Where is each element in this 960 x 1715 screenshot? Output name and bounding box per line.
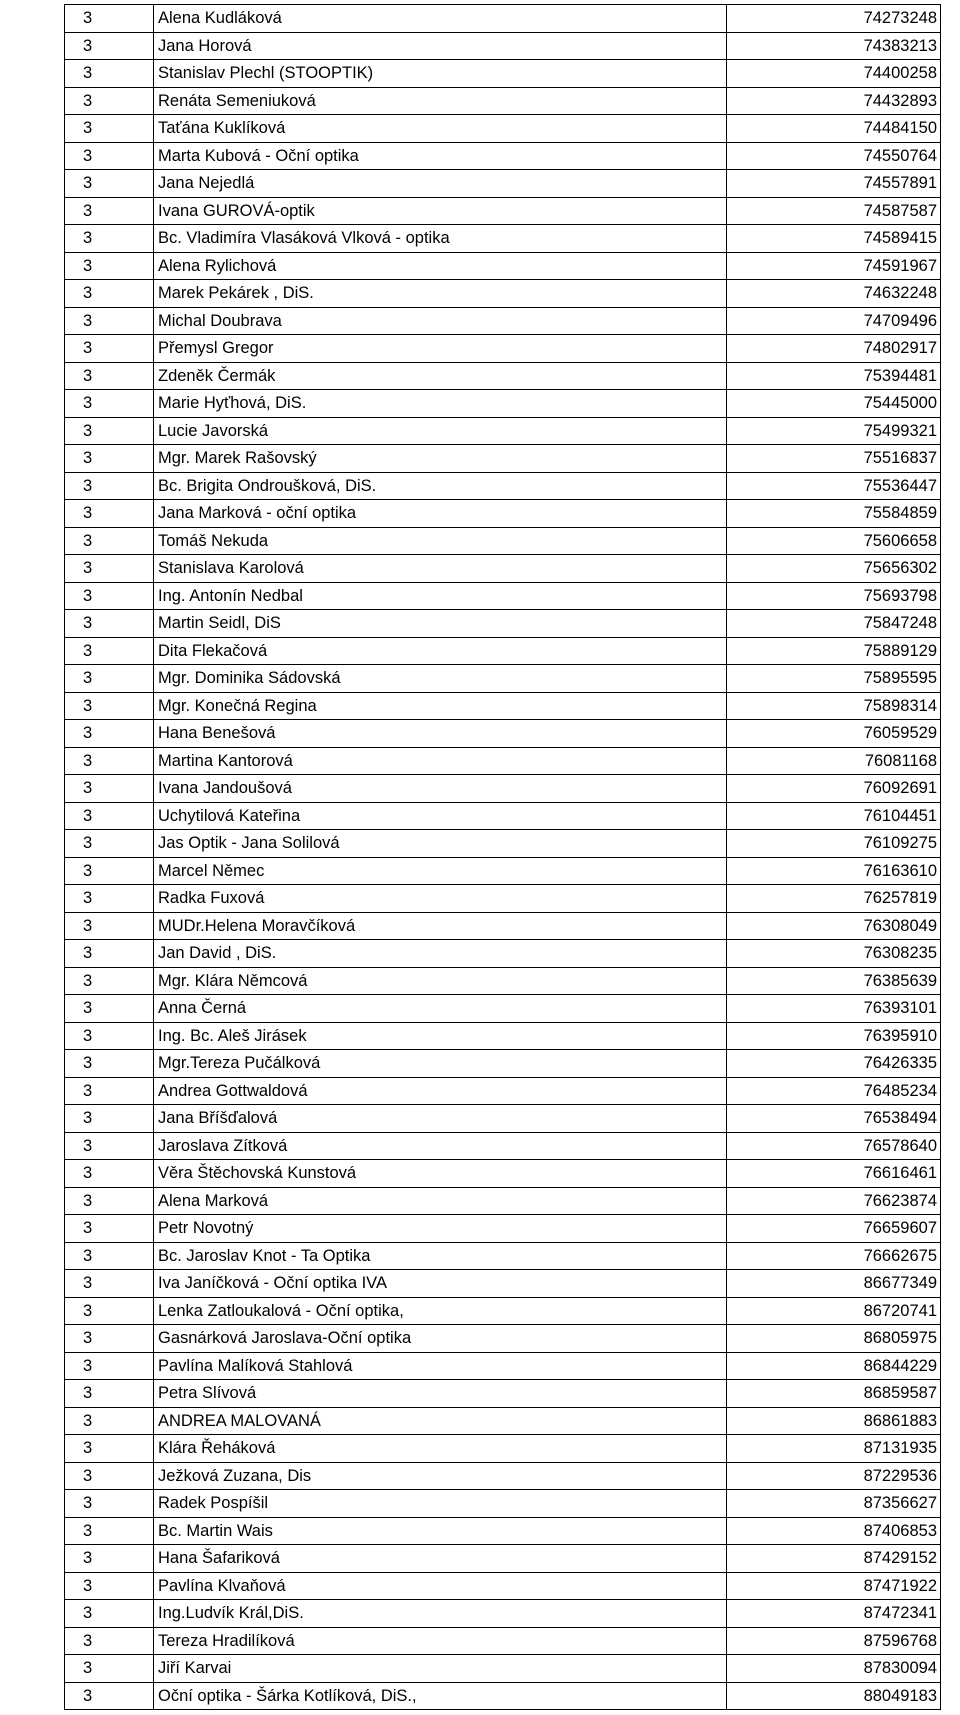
- id-cell: 76662675: [727, 1242, 941, 1270]
- id-cell: 88049183: [727, 1682, 941, 1710]
- id-cell: 74709496: [727, 307, 941, 335]
- group-cell: 3: [65, 500, 154, 528]
- id-cell: 75693798: [727, 582, 941, 610]
- table-row: [65, 940, 941, 968]
- id-cell: 75516837: [727, 445, 941, 473]
- id-cell: 87406853: [727, 1517, 941, 1545]
- group-cell: 3: [65, 1215, 154, 1243]
- group-cell: 3: [65, 225, 154, 253]
- group-cell: 3: [65, 637, 154, 665]
- name-cell: Tereza Hradilíková: [154, 1627, 727, 1655]
- name-cell: Alena Rylichová: [154, 252, 727, 280]
- group-cell: 3: [65, 1627, 154, 1655]
- group-cell: 3: [65, 1077, 154, 1105]
- group-cell: 3: [65, 1490, 154, 1518]
- table-row: [65, 307, 941, 335]
- group-cell: 3: [65, 472, 154, 500]
- table-row: [65, 170, 941, 198]
- name-cell: Mgr.Tereza Pučálková: [154, 1050, 727, 1078]
- table-row: [65, 115, 941, 143]
- id-cell: 74591967: [727, 252, 941, 280]
- table-row: [65, 1242, 941, 1270]
- table-row: [65, 1655, 941, 1683]
- group-cell: 3: [65, 170, 154, 198]
- group-cell: 3: [65, 5, 154, 33]
- id-cell: 87472341: [727, 1600, 941, 1628]
- table-row: [65, 1407, 941, 1435]
- name-cell: Stanislav Plechl (STOOPTIK): [154, 60, 727, 88]
- table-row: [65, 610, 941, 638]
- table-row: [65, 1600, 941, 1628]
- table-row: [65, 5, 941, 33]
- group-cell: 3: [65, 197, 154, 225]
- id-cell: 76163610: [727, 857, 941, 885]
- id-cell: 75656302: [727, 555, 941, 583]
- name-cell: Petra Slívová: [154, 1380, 727, 1408]
- group-cell: 3: [65, 802, 154, 830]
- name-cell: Bc. Martin Wais: [154, 1517, 727, 1545]
- name-cell: Dita Flekačová: [154, 637, 727, 665]
- name-cell: ANDREA MALOVANÁ: [154, 1407, 727, 1435]
- group-cell: 3: [65, 252, 154, 280]
- id-cell: 74550764: [727, 142, 941, 170]
- id-cell: 76257819: [727, 885, 941, 913]
- group-cell: 3: [65, 967, 154, 995]
- id-cell: 86677349: [727, 1270, 941, 1298]
- id-cell: 76059529: [727, 720, 941, 748]
- name-cell: Pavlína Malíková Stahlová: [154, 1352, 727, 1380]
- group-cell: 3: [65, 445, 154, 473]
- group-cell: 3: [65, 1407, 154, 1435]
- group-cell: 3: [65, 1655, 154, 1683]
- group-cell: 3: [65, 32, 154, 60]
- id-cell: 76104451: [727, 802, 941, 830]
- name-cell: Ing. Antonín Nedbal: [154, 582, 727, 610]
- id-cell: 75445000: [727, 390, 941, 418]
- id-cell: 74557891: [727, 170, 941, 198]
- group-cell: 3: [65, 912, 154, 940]
- table-row: [65, 1682, 941, 1710]
- group-cell: 3: [65, 1105, 154, 1133]
- group-cell: 3: [65, 1517, 154, 1545]
- name-cell: Taťána Kuklíková: [154, 115, 727, 143]
- table-row: [65, 1490, 941, 1518]
- group-cell: 3: [65, 115, 154, 143]
- group-cell: 3: [65, 1050, 154, 1078]
- group-cell: 3: [65, 1187, 154, 1215]
- name-cell: Martin Seidl, DiS: [154, 610, 727, 638]
- table-row: [65, 197, 941, 225]
- group-cell: 3: [65, 720, 154, 748]
- name-cell: Bc. Jaroslav Knot - Ta Optika: [154, 1242, 727, 1270]
- table-row: [65, 390, 941, 418]
- id-cell: 76308049: [727, 912, 941, 940]
- table-row: [65, 555, 941, 583]
- id-cell: 86861883: [727, 1407, 941, 1435]
- id-cell: 76393101: [727, 995, 941, 1023]
- name-cell: Marcel Němec: [154, 857, 727, 885]
- name-cell: Jaroslava Zítková: [154, 1132, 727, 1160]
- table-row: [65, 417, 941, 445]
- group-cell: 3: [65, 940, 154, 968]
- table-row: [65, 1160, 941, 1188]
- name-cell: Přemysl Gregor: [154, 335, 727, 363]
- id-cell: 74632248: [727, 280, 941, 308]
- table-row: [65, 1297, 941, 1325]
- table-row: [65, 637, 941, 665]
- name-cell: Mgr. Dominika Sádovská: [154, 665, 727, 693]
- id-cell: 76623874: [727, 1187, 941, 1215]
- id-cell: 86844229: [727, 1352, 941, 1380]
- table-row: [65, 142, 941, 170]
- id-cell: 87131935: [727, 1435, 941, 1463]
- name-cell: Ivana GUROVÁ-optik: [154, 197, 727, 225]
- table-row: [65, 1435, 941, 1463]
- id-cell: 76395910: [727, 1022, 941, 1050]
- name-cell: Alena Kudláková: [154, 5, 727, 33]
- table-row: [65, 60, 941, 88]
- group-cell: 3: [65, 60, 154, 88]
- group-cell: 3: [65, 582, 154, 610]
- table-row: [65, 500, 941, 528]
- group-cell: 3: [65, 555, 154, 583]
- name-cell: Klára Řeháková: [154, 1435, 727, 1463]
- name-cell: Bc. Brigita Ondroušková, DiS.: [154, 472, 727, 500]
- group-cell: 3: [65, 417, 154, 445]
- table-row: [65, 885, 941, 913]
- group-cell: 3: [65, 692, 154, 720]
- table-row: [65, 32, 941, 60]
- name-cell: Lenka Zatloukalová - Oční optika,: [154, 1297, 727, 1325]
- name-cell: Radka Fuxová: [154, 885, 727, 913]
- name-cell: Gasnárková Jaroslava-Oční optika: [154, 1325, 727, 1353]
- table-row: [65, 1545, 941, 1573]
- group-cell: 3: [65, 390, 154, 418]
- name-cell: Věra Štěchovská Kunstová: [154, 1160, 727, 1188]
- name-cell: Ing.Ludvík Král,DiS.: [154, 1600, 727, 1628]
- group-cell: 3: [65, 1297, 154, 1325]
- group-cell: 3: [65, 1682, 154, 1710]
- id-cell: 74589415: [727, 225, 941, 253]
- table-row: [65, 1462, 941, 1490]
- name-cell: Ivana Jandoušová: [154, 775, 727, 803]
- name-cell: Pavlína Klvaňová: [154, 1572, 727, 1600]
- name-cell: Jas Optik - Jana Solilová: [154, 830, 727, 858]
- group-cell: 3: [65, 87, 154, 115]
- group-cell: 3: [65, 1545, 154, 1573]
- id-cell: 75847248: [727, 610, 941, 638]
- table-row: [65, 1077, 941, 1105]
- table-row: [65, 87, 941, 115]
- id-cell: 87471922: [727, 1572, 941, 1600]
- id-cell: 76426335: [727, 1050, 941, 1078]
- group-cell: 3: [65, 1435, 154, 1463]
- name-cell: Jana Marková - oční optika: [154, 500, 727, 528]
- table-row: [65, 1270, 941, 1298]
- table-row: [65, 1022, 941, 1050]
- name-cell: Jana Horová: [154, 32, 727, 60]
- name-cell: Jan David , DiS.: [154, 940, 727, 968]
- name-cell: Hana Šafariková: [154, 1545, 727, 1573]
- name-cell: Jana Nejedlá: [154, 170, 727, 198]
- id-cell: 74432893: [727, 87, 941, 115]
- group-cell: 3: [65, 1325, 154, 1353]
- id-cell: 75889129: [727, 637, 941, 665]
- group-cell: 3: [65, 610, 154, 638]
- id-cell: 75584859: [727, 500, 941, 528]
- id-cell: 74273248: [727, 5, 941, 33]
- group-cell: 3: [65, 362, 154, 390]
- name-cell: Mgr. Konečná Regina: [154, 692, 727, 720]
- id-cell: 76659607: [727, 1215, 941, 1243]
- name-cell: Bc. Vladimíra Vlasáková Vlková - optika: [154, 225, 727, 253]
- group-cell: 3: [65, 1572, 154, 1600]
- id-cell: 76109275: [727, 830, 941, 858]
- id-cell: 74400258: [727, 60, 941, 88]
- name-cell: Petr Novotný: [154, 1215, 727, 1243]
- name-cell: Martina Kantorová: [154, 747, 727, 775]
- table-row: [65, 1352, 941, 1380]
- id-cell: 75895595: [727, 665, 941, 693]
- name-cell: Mgr. Klára Němcová: [154, 967, 727, 995]
- group-cell: 3: [65, 885, 154, 913]
- id-cell: 87356627: [727, 1490, 941, 1518]
- table-row: [65, 1325, 941, 1353]
- table-row: [65, 995, 941, 1023]
- table-row: [65, 1105, 941, 1133]
- name-cell: Stanislava Karolová: [154, 555, 727, 583]
- id-cell: 86805975: [727, 1325, 941, 1353]
- id-cell: 75536447: [727, 472, 941, 500]
- id-cell: 74383213: [727, 32, 941, 60]
- id-cell: 76616461: [727, 1160, 941, 1188]
- group-cell: 3: [65, 280, 154, 308]
- table-row: [65, 225, 941, 253]
- table-row: [65, 582, 941, 610]
- id-cell: 75499321: [727, 417, 941, 445]
- table-body: [65, 5, 941, 1710]
- name-cell: Ježková Zuzana, Dis: [154, 1462, 727, 1490]
- id-cell: 76081168: [727, 747, 941, 775]
- group-cell: 3: [65, 1270, 154, 1298]
- table-row: [65, 830, 941, 858]
- name-cell: Lucie Javorská: [154, 417, 727, 445]
- table-row: [65, 362, 941, 390]
- group-cell: 3: [65, 1380, 154, 1408]
- table-row: [65, 1572, 941, 1600]
- group-cell: 3: [65, 830, 154, 858]
- group-cell: 3: [65, 857, 154, 885]
- name-cell: Radek Pospíšil: [154, 1490, 727, 1518]
- name-cell: Renáta Semeniuková: [154, 87, 727, 115]
- table-row: [65, 967, 941, 995]
- id-cell: 76485234: [727, 1077, 941, 1105]
- name-cell: Oční optika - Šárka Kotlíková, DiS.,: [154, 1682, 727, 1710]
- table-row: [65, 802, 941, 830]
- table-row: [65, 720, 941, 748]
- id-cell: 76385639: [727, 967, 941, 995]
- name-cell: Michal Doubrava: [154, 307, 727, 335]
- name-cell: Jiří Karvai: [154, 1655, 727, 1683]
- id-cell: 87830094: [727, 1655, 941, 1683]
- id-cell: 86859587: [727, 1380, 941, 1408]
- name-cell: Hana Benešová: [154, 720, 727, 748]
- id-cell: 86720741: [727, 1297, 941, 1325]
- id-cell: 87429152: [727, 1545, 941, 1573]
- id-cell: 76578640: [727, 1132, 941, 1160]
- table-row: [65, 1517, 941, 1545]
- name-cell: Mgr. Marek Rašovský: [154, 445, 727, 473]
- group-cell: 3: [65, 1242, 154, 1270]
- table-row: [65, 692, 941, 720]
- id-cell: 87229536: [727, 1462, 941, 1490]
- group-cell: 3: [65, 775, 154, 803]
- id-cell: 76308235: [727, 940, 941, 968]
- id-cell: 75606658: [727, 527, 941, 555]
- name-cell: Uchytilová Kateřina: [154, 802, 727, 830]
- name-cell: Marta Kubová - Oční optika: [154, 142, 727, 170]
- table-row: [65, 1627, 941, 1655]
- id-cell: 75898314: [727, 692, 941, 720]
- group-cell: 3: [65, 747, 154, 775]
- name-cell: Marie Hyťhová, DiS.: [154, 390, 727, 418]
- name-cell: Tomáš Nekuda: [154, 527, 727, 555]
- table-row: [65, 252, 941, 280]
- table-row: [65, 445, 941, 473]
- table-row: [65, 912, 941, 940]
- name-cell: Alena Marková: [154, 1187, 727, 1215]
- group-cell: 3: [65, 1600, 154, 1628]
- table-row: [65, 1132, 941, 1160]
- table-row: [65, 665, 941, 693]
- group-cell: 3: [65, 307, 154, 335]
- table-row: [65, 1380, 941, 1408]
- name-cell: Zdeněk Čermák: [154, 362, 727, 390]
- table-row: [65, 1050, 941, 1078]
- name-cell: Iva Janíčková - Oční optika IVA: [154, 1270, 727, 1298]
- group-cell: 3: [65, 1132, 154, 1160]
- table-row: [65, 747, 941, 775]
- group-cell: 3: [65, 335, 154, 363]
- group-cell: 3: [65, 142, 154, 170]
- group-cell: 3: [65, 995, 154, 1023]
- table-row: [65, 472, 941, 500]
- id-cell: 75394481: [727, 362, 941, 390]
- group-cell: 3: [65, 1462, 154, 1490]
- group-cell: 3: [65, 1160, 154, 1188]
- id-cell: 76538494: [727, 1105, 941, 1133]
- table-row: [65, 857, 941, 885]
- name-cell: Anna Černá: [154, 995, 727, 1023]
- table-row: [65, 335, 941, 363]
- group-cell: 3: [65, 1352, 154, 1380]
- name-cell: Jana Bříšďalová: [154, 1105, 727, 1133]
- group-cell: 3: [65, 665, 154, 693]
- id-cell: 74587587: [727, 197, 941, 225]
- table-row: [65, 775, 941, 803]
- table-row: [65, 280, 941, 308]
- name-cell: Andrea Gottwaldová: [154, 1077, 727, 1105]
- id-cell: 74802917: [727, 335, 941, 363]
- table-row: [65, 1187, 941, 1215]
- id-cell: 76092691: [727, 775, 941, 803]
- group-cell: 3: [65, 527, 154, 555]
- group-cell: 3: [65, 1022, 154, 1050]
- name-cell: Marek Pekárek , DiS.: [154, 280, 727, 308]
- data-table: [64, 4, 941, 1710]
- table-row: [65, 1215, 941, 1243]
- name-cell: Ing. Bc. Aleš Jirásek: [154, 1022, 727, 1050]
- id-cell: 87596768: [727, 1627, 941, 1655]
- id-cell: 74484150: [727, 115, 941, 143]
- name-cell: MUDr.Helena Moravčíková: [154, 912, 727, 940]
- table-row: [65, 527, 941, 555]
